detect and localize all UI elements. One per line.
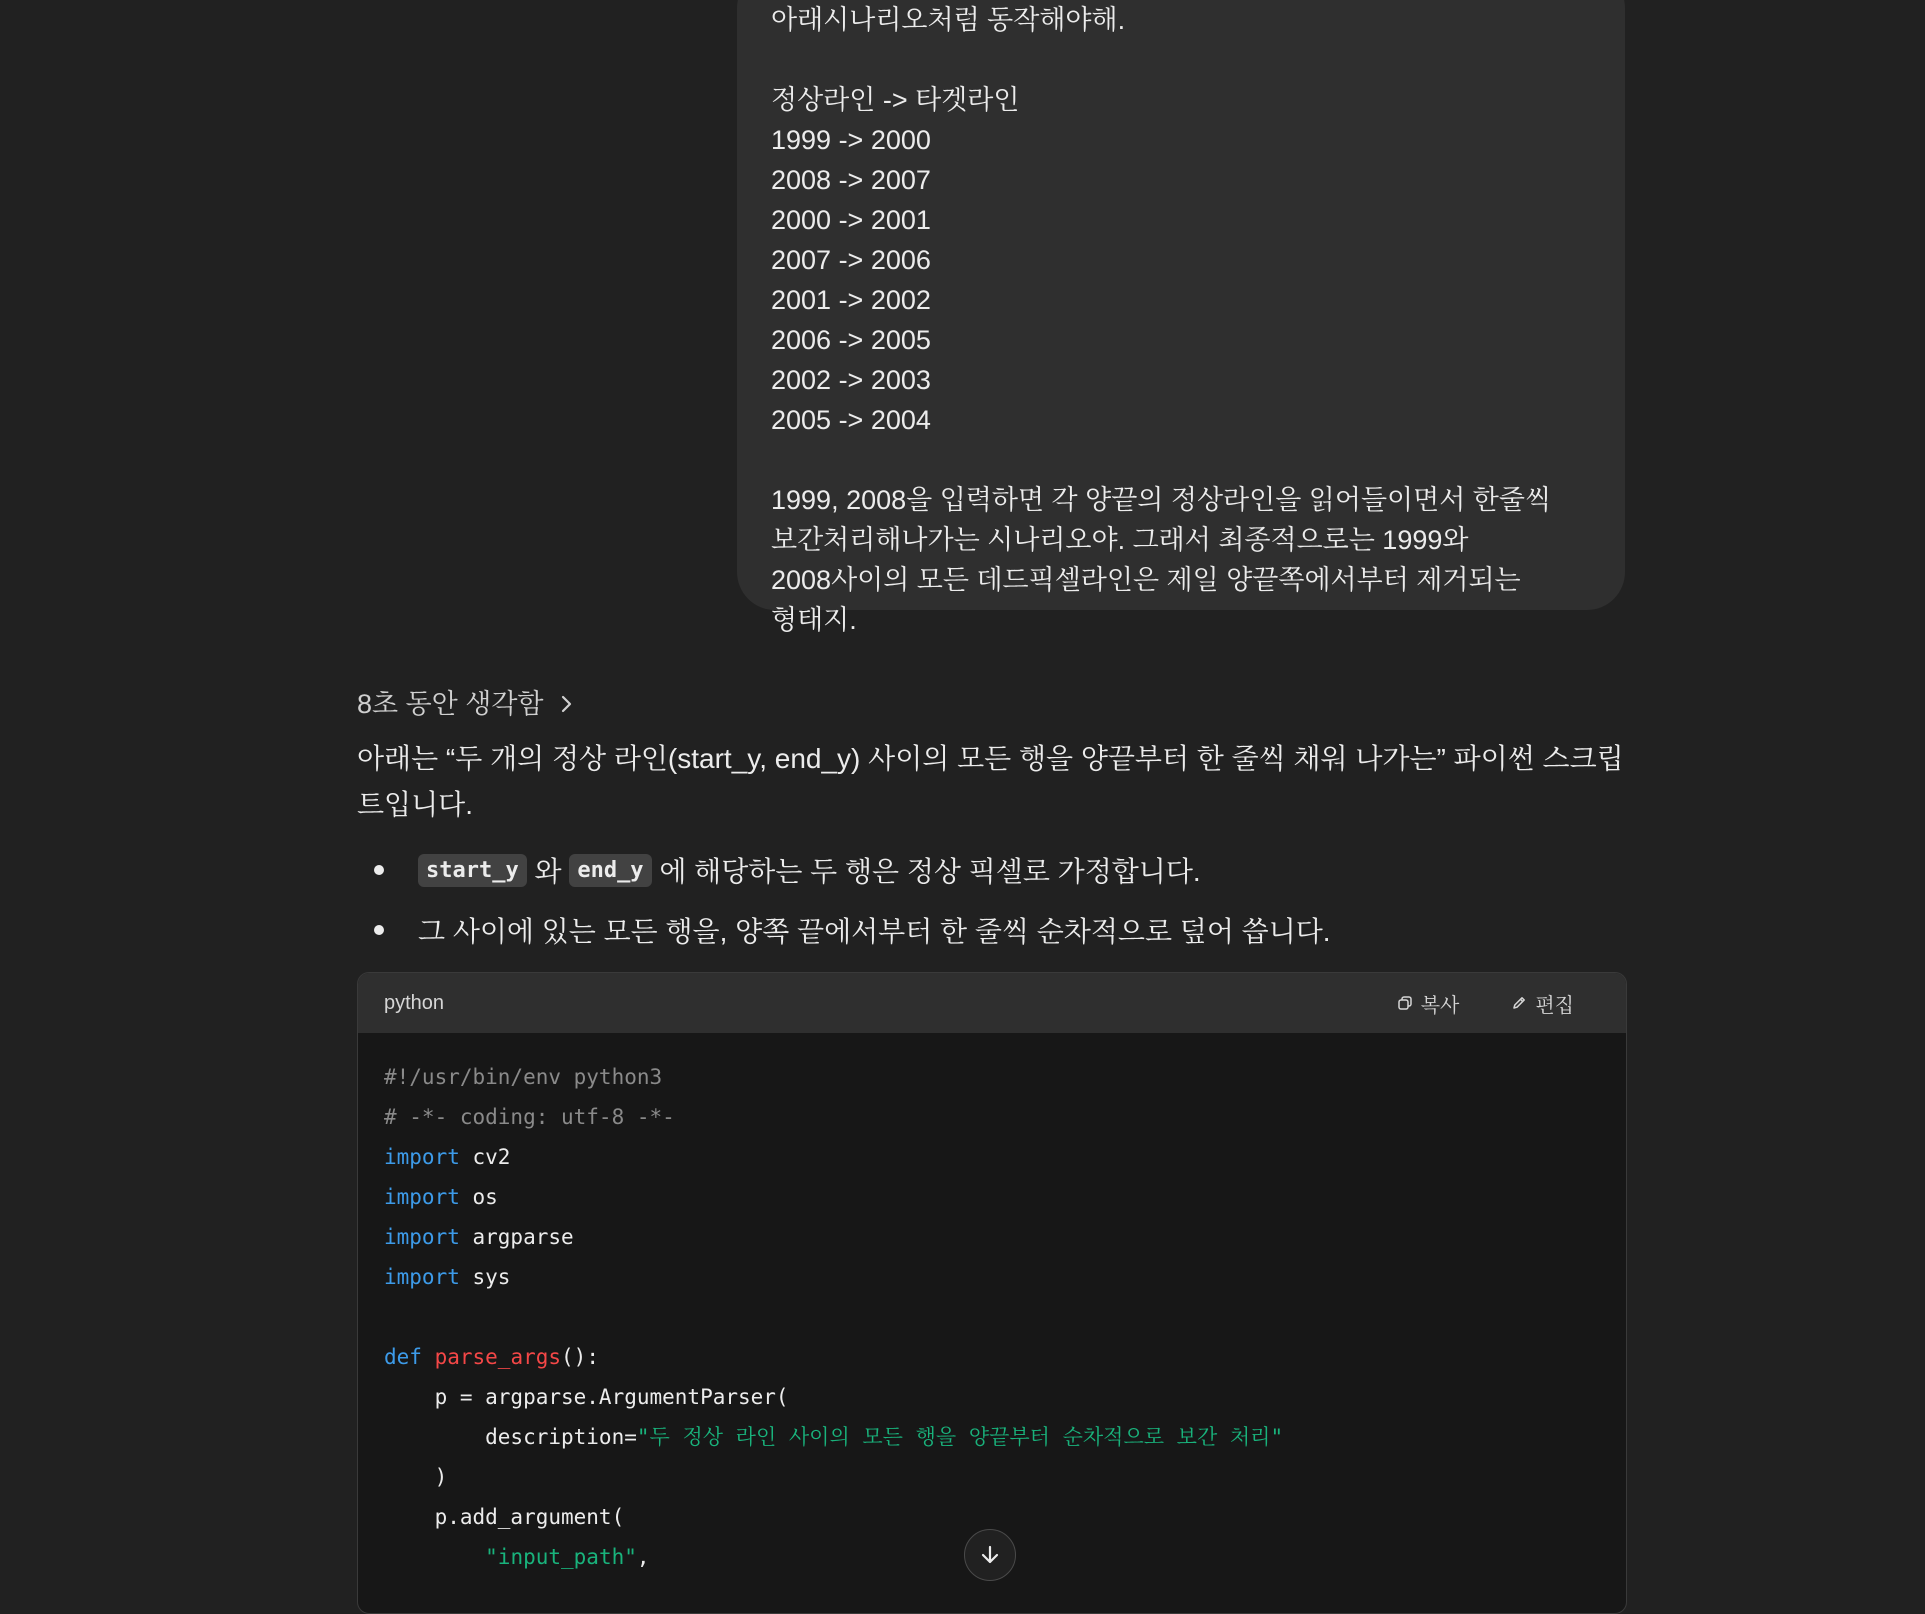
code-line: os (459, 1185, 498, 1209)
code-string: "input_path" (485, 1545, 637, 1569)
blank-line (771, 40, 1591, 80)
code-line: ) (384, 1465, 448, 1489)
edit-label: 편집 (1535, 994, 1574, 1017)
user-message-bubble (737, 0, 1625, 635)
message-line: 2007 -> 2006 (771, 245, 931, 275)
user-message-paragraph: 1999, 2008을 입력하면 각 양끝의 정상라인을 읽어들이면서 한줄씩 보간처리해나가는 시나리오야. 그래서 최종적으로는 1999와 2008사이의 모든 데드픽셀라인은 제일 양끝쪽에서부터 제거되는 형태지. (771, 485, 1552, 635)
copy-label: 복사 (1420, 994, 1460, 1017)
message-line: 아래시나리오처럼 동작해야해. (771, 5, 1126, 35)
copy-button[interactable] (1397, 989, 1460, 1018)
code-keyword: def (384, 1345, 422, 1369)
code-line: , (636, 1545, 650, 1569)
thought-label: 8초 동안 생각함 (357, 689, 544, 719)
code-block-header (358, 973, 1626, 1033)
code-function-name: parse_args (434, 1345, 562, 1369)
code-line: description= (384, 1425, 637, 1449)
code-line: #!/usr/bin/env python3 (384, 1065, 663, 1089)
code-line: argparse (459, 1225, 574, 1249)
message-line: 2008 -> 2007 (771, 165, 931, 195)
code-keyword: import (384, 1145, 460, 1169)
code-line: cv2 (459, 1145, 511, 1169)
message-line: 2006 -> 2005 (771, 325, 931, 355)
code-block-actions (1345, 989, 1574, 1018)
inline-code-start-y: start_y (418, 854, 527, 887)
message-line: 2002 -> 2003 (771, 365, 931, 395)
code-line: p.add_argument( (384, 1505, 625, 1529)
assistant-bullet-list (357, 840, 1627, 960)
code-language-label: python (384, 991, 445, 1014)
inline-code-end-y: end_y (569, 854, 651, 887)
arrow-down-icon (979, 1544, 1001, 1566)
code-line: sys (459, 1265, 511, 1289)
bullet-dot (374, 865, 384, 875)
edit-icon (1511, 995, 1527, 1011)
user-message-lines (771, 0, 1591, 480)
edit-button[interactable] (1511, 989, 1574, 1018)
code-keyword: import (384, 1225, 460, 1249)
code-content (358, 1033, 1626, 1577)
bullet-dot (374, 925, 384, 935)
code-keyword: import (384, 1265, 460, 1289)
message-line: 2000 -> 2001 (771, 205, 931, 235)
copy-icon (1397, 995, 1413, 1011)
bullet-text: 그 사이에 있는 모든 행을, 양쪽 끝에서부터 한 줄씩 순차적으로 덮어 씁니다. (418, 916, 1331, 947)
code-string: "두 정상 라인 사이의 모든 행을 양끝부터 순차적으로 보간 처리" (636, 1425, 1284, 1449)
code-line: # -*- coding: utf-8 -*- (384, 1105, 675, 1129)
code-line: p = argparse.ArgumentParser( (384, 1385, 789, 1409)
blank-line (771, 440, 1591, 480)
thought-toggle[interactable] (357, 684, 574, 724)
code-block (357, 972, 1627, 1614)
message-line: 2001 -> 2002 (771, 285, 931, 315)
message-line: 2005 -> 2004 (771, 405, 931, 435)
assistant-intro: 아래는 “두 개의 정상 라인(start_y, end_y) 사이의 모든 행을 양끝부터 한 줄씩 채워 나가는” 파이썬 스크립트입니다. (357, 743, 1624, 820)
code-keyword: import (384, 1185, 460, 1209)
chevron-right-icon (560, 694, 574, 714)
message-line: 1999 -> 2000 (771, 125, 931, 155)
message-line: 정상라인 -> 타겟라인 (771, 85, 1020, 115)
code-line: (): (561, 1345, 599, 1369)
bullet-text: 와 (526, 856, 570, 887)
bullet-text: 에 해당하는 두 행은 정상 픽셀로 가정합니다. (651, 856, 1201, 887)
list-item (357, 900, 1627, 960)
scroll-to-bottom-button[interactable] (964, 1529, 1016, 1581)
code-line (384, 1545, 485, 1569)
list-item (357, 840, 1627, 900)
